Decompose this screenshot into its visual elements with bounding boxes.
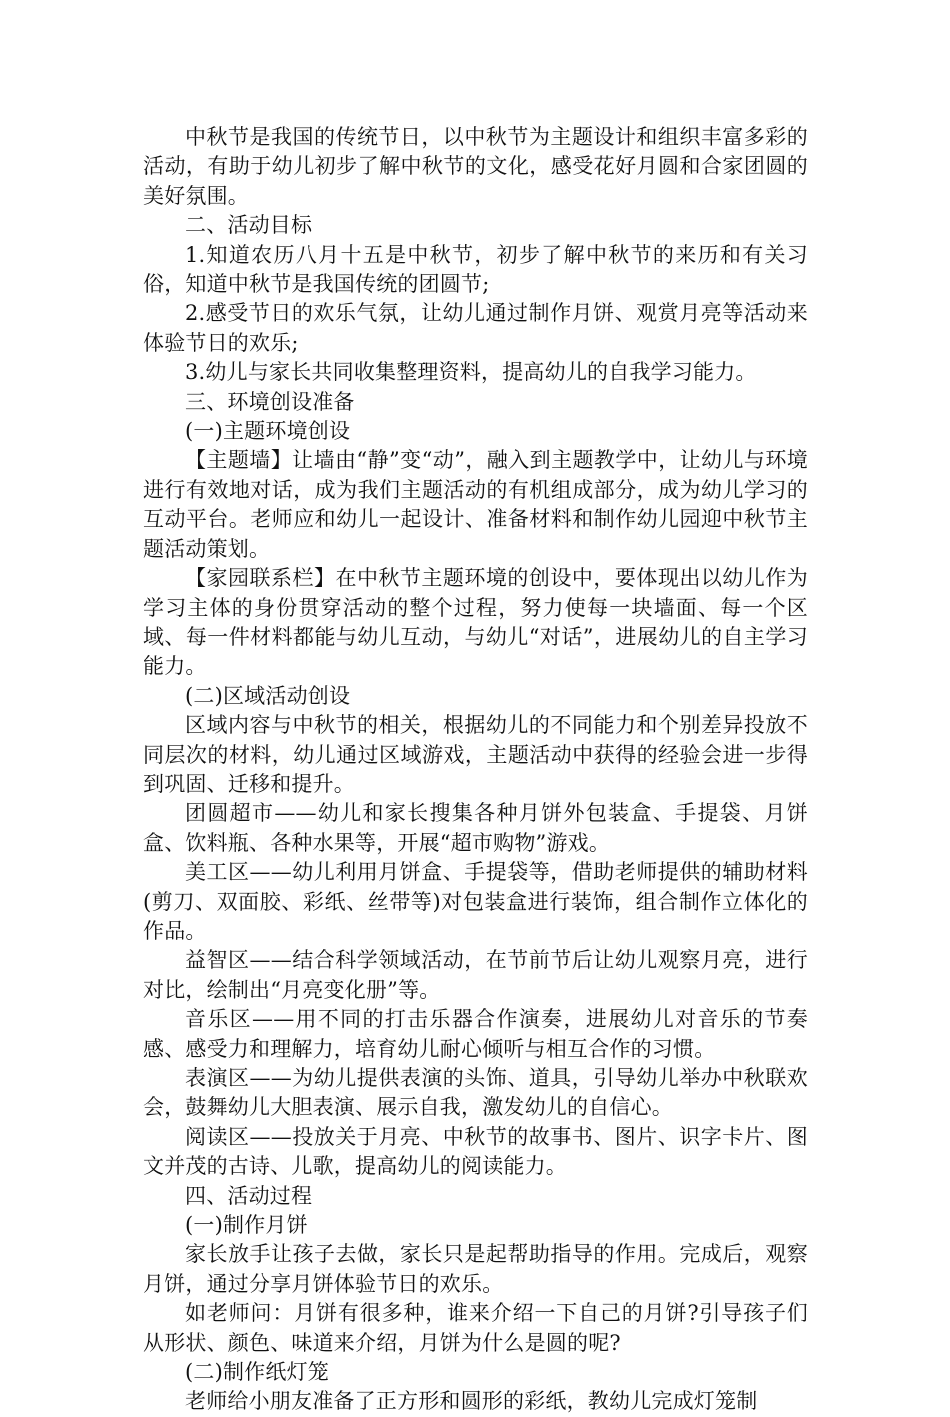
- goal-item-1: 1.知道农历八月十五是中秋节，初步了解中秋节的来历和有关习俗，知道中秋节是我国传统的团圆节;: [143, 242, 808, 297]
- paragraph-parents-help: 家长放手让孩子去做，家长只是起帮助指导的作用。完成后，观察月饼，通过分享月饼体验节日的欢乐。: [143, 1242, 808, 1296]
- paragraph-reading-area: 阅读区——投放关于月亮、中秋节的故事书、图片、识字卡片、图文并茂的古诗、儿歌，提高幼儿的阅读能力。: [143, 1124, 808, 1179]
- paragraph-puzzle-area: 益智区——结合科学领域活动，在节前节后让幼儿观察月亮，进行对比，绘制出“月亮变化册”等。: [143, 948, 808, 1002]
- subheading-area-activities: (二)区域活动创设: [185, 683, 351, 708]
- paragraph-theme-wall: 【主题墙】让墙由“静”变“动”，融入到主题教学中，让幼儿与环境进行有效地对话，成为我们主题活动的有机组成部分，成为幼儿学习的互动平台。老师应和幼儿一起设计、准备材料和制作幼儿园迎中秋节主题活动策划。: [143, 448, 808, 561]
- document-body: [143, 123, 808, 1417]
- paragraph-supermarket: 团圆超市——幼儿和家长搜集各种月饼外包装盒、手提袋、月饼盒、饮料瓶、各种水果等，开展“超市购物”游戏。: [143, 801, 808, 855]
- paragraph-teacher-question: 如老师问：月饼有很多种，谁来介绍一下自己的月饼?引导孩子们从形状、颜色、味道来介绍，月饼为什么是圆的呢?: [143, 1301, 808, 1355]
- paragraph-music-area: 音乐区——用不同的打击乐器合作演奏，进展幼儿对音乐的节奏感、感受力和理解力，培育幼儿耐心倾听与相互合作的习惯。: [143, 1007, 808, 1061]
- subheading-paper-lanterns: (二)制作纸灯笼: [185, 1360, 329, 1385]
- section-heading-goals: 二、活动目标: [185, 213, 313, 238]
- subheading-theme-environment: (一)主题环境创设: [185, 419, 351, 444]
- section-heading-environment: 三、环境创设准备: [185, 389, 355, 414]
- goal-item-2: 2.感受节日的欢乐气氛，让幼儿通过制作月饼、观赏月亮等活动来体验节日的欢乐;: [143, 301, 808, 355]
- paragraph-lantern-making: 老师给小朋友准备了正方形和圆形的彩纸，教幼儿完成灯笼制: [185, 1389, 758, 1414]
- paragraph-home-contact: 【家园联系栏】在中秋节主题环境的创设中，要体现出以幼儿作为学习主体的身份贯穿活动的整个过程，努力使每一块墙面、每一个区域、每一件材料都能与幼儿互动，与幼儿“对话”，进展幼儿的自主学习能力。: [143, 566, 808, 679]
- paragraph-area-content: 区域内容与中秋节的相关，根据幼儿的不同能力和个别差异投放不同层次的材料，幼儿通过区域游戏，主题活动中获得的经验会进一步得到巩固、迁移和提升。: [143, 713, 808, 796]
- subheading-make-mooncakes: (一)制作月饼: [185, 1213, 308, 1238]
- paragraph-art-area: 美工区——幼儿利用月饼盒、手提袋等，借助老师提供的辅助材料(剪刀、双面胶、彩纸、丝带等)对包装盒进行装饰，组合制作立体化的作品。: [143, 860, 808, 943]
- goal-item-3: 3.幼儿与家长共同收集整理资料，提高幼儿的自我学习能力。: [185, 360, 757, 385]
- intro-paragraph: 中秋节是我国的传统节日，以中秋节为主题设计和组织丰富多彩的活动，有助于幼儿初步了解中秋节的文化，感受花好月圆和合家团圆的美好氛围。: [143, 125, 808, 208]
- paragraph-performance-area: 表演区——为幼儿提供表演的头饰、道具，引导幼儿举办中秋联欢会，鼓舞幼儿大胆表演、展示自我，激发幼儿的自信心。: [143, 1066, 808, 1120]
- section-heading-process: 四、活动过程: [185, 1183, 313, 1208]
